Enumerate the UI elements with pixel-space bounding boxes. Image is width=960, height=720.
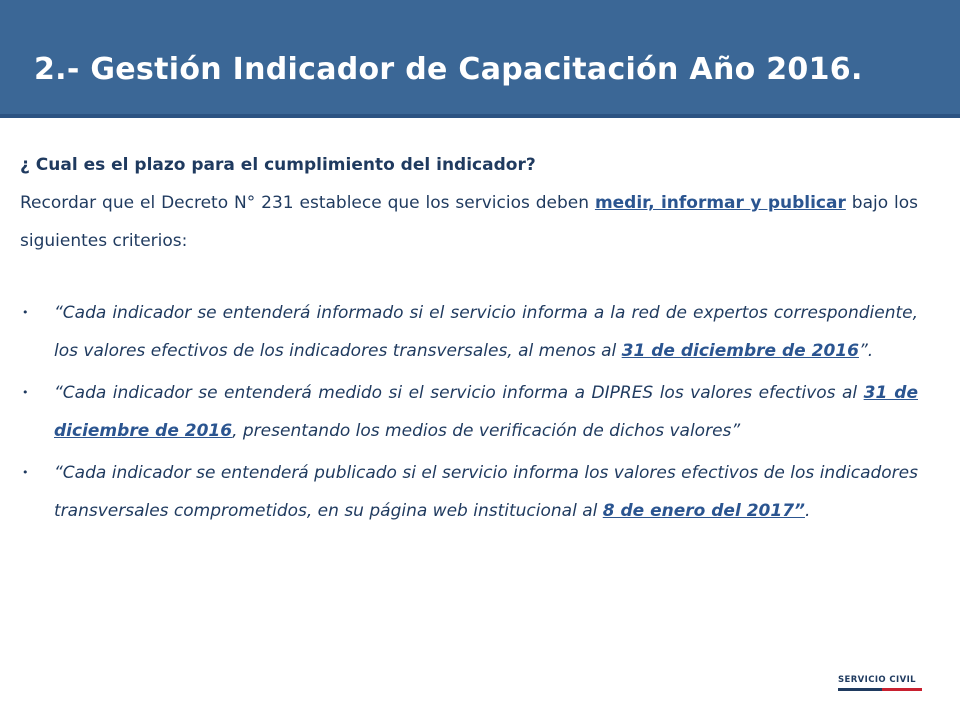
criteria-list xyxy=(20,294,918,530)
title-banner xyxy=(0,0,960,118)
intro-text-start: Recordar que el Decreto N° 231 establece que los servicios deben xyxy=(20,193,595,213)
bullet-highlight: 31 de diciembre de 2016 xyxy=(621,341,859,361)
bullet-text-start: “Cada indicador se entenderá medido si el servicio informa a DIPRES los valores efectivos al xyxy=(54,383,864,403)
logo-text: SERVICIO CIVIL xyxy=(838,675,916,685)
bullet-text-start: “Cada indicador se entenderá informado si el servicio informa a la red de expertos correspondiente, los valores efectivos de los indicadores transversales, al menos al xyxy=(54,303,918,361)
slide-title: 2.- Gestión Indicador de Capacitación Año 2016. xyxy=(34,52,863,87)
logo-bar-red xyxy=(882,688,922,691)
spacer xyxy=(20,260,918,294)
slide-body xyxy=(20,150,918,534)
list-item xyxy=(20,294,918,370)
intro-highlight: medir, informar y publicar xyxy=(594,193,846,213)
intro-text-end: bajo los siguientes criterios: xyxy=(20,193,919,251)
logo-bar-blue xyxy=(838,688,882,691)
question-heading: ¿ Cual es el plazo para el cumplimiento del indicador? xyxy=(20,155,536,175)
bullet-icon: • xyxy=(22,466,29,479)
bullet-text-end: ”. xyxy=(858,341,874,361)
bullet-highlight: 8 de enero del 2017” xyxy=(602,501,805,521)
list-item xyxy=(20,454,918,530)
bullet-text-end: . xyxy=(804,501,811,521)
list-item xyxy=(20,374,918,450)
bullet-icon: • xyxy=(22,306,29,319)
bullet-highlight: 31 de diciembre de 2016 xyxy=(54,383,918,441)
servicio-civil-logo xyxy=(838,675,922,697)
bullet-icon: • xyxy=(22,386,29,399)
bullet-text-end: , presentando los medios de verificación de dichos valores” xyxy=(232,421,741,441)
intro-paragraph xyxy=(20,184,918,260)
bullet-text-start: “Cada indicador se entenderá publicado si el servicio informa los valores efectivos de los indicadores transversales comprometidos, en su página web institucional al xyxy=(54,463,918,521)
